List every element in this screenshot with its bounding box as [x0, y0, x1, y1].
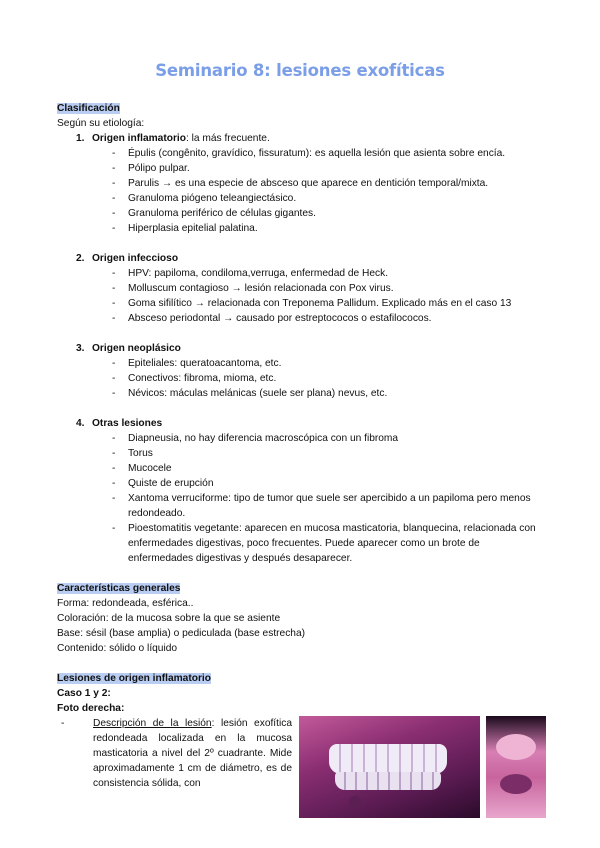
list-item: - Xantoma verruciforme: tipo de tumor que suele ser apercibido a un papiloma pero menos redondeado. [112, 493, 531, 519]
group-1 [76, 131, 547, 146]
group-number: 1. [76, 133, 85, 144]
group-number: 2. [76, 253, 85, 264]
list-item: - Descripción de la lesión: lesión exofítica redondeada localizada en la mucosa masticatoria a nivel del 2º cuadrante. Mide aproximadamente 1 cm de diámetro, es de consistencia sólida, con [61, 718, 292, 789]
group-2 [76, 251, 547, 266]
section-heading-caracteristicas: Características generales [57, 583, 181, 594]
list-item: - Hiperplasia epitelial palatina. [112, 223, 258, 234]
group-number: 4. [76, 418, 85, 429]
group-desc: : la más frecuente. [185, 133, 270, 144]
section-heading-lesiones: Lesiones de origen inflamatorio [57, 673, 211, 684]
group-name: Origen inflamatorio [92, 133, 186, 144]
document-content [57, 101, 547, 791]
list-item: - Diapneusia, no hay diferencia macroscópica con un fibroma [112, 433, 399, 444]
list-item: - Granuloma piógeno teleangiectásico. [112, 193, 297, 204]
caracteristica-line: Forma: redondeada, esférica.. [57, 598, 194, 609]
list-item: - Torus [112, 448, 153, 459]
list-item: - Epiteliales: queratoacantoma, etc. [112, 358, 282, 369]
clinical-photo-mouth [299, 716, 480, 818]
clinical-photo-face [486, 716, 546, 818]
list-item: - Molluscum contagioso → lesión relacionada con Pox virus. [112, 283, 394, 294]
list-item: - Pólipo pulpar. [112, 163, 190, 174]
list-item: - Épulis (congênito, gravídico, fissuratum): es aquella lesión que asienta sobre encía. [112, 148, 506, 159]
list-item: - Conectivos: fibroma, mioma, etc. [112, 373, 277, 384]
list-item: - Parulis → es una especie de absceso que aparece en dentición temporal/mixta. [112, 178, 489, 189]
group-name: Otras lesiones [92, 418, 163, 429]
list-item: - Granuloma periférico de células gigantes. [112, 208, 316, 219]
page-title: Seminario 8: lesiones exofíticas [155, 61, 445, 80]
caracteristica-line: Coloración: de la mucosa sobre la que se asiente [57, 613, 281, 624]
list-item: - HPV: papiloma, condiloma,verruga, enfermedad de Heck. [112, 268, 389, 279]
list-item: - Mucocele [112, 463, 172, 474]
caracteristica-line: Base: sésil (base amplia) o pediculada (base estrecha) [57, 628, 306, 639]
group-name: Origen infeccioso [92, 253, 179, 264]
list-item: - Quiste de erupción [112, 478, 214, 489]
group-4 [76, 416, 547, 431]
list-item: - Goma sifilítico → relacionada con Treponema Pallidum. Explicado más en el caso 13 [112, 298, 512, 309]
section-heading-clasificacion: Clasificación [57, 103, 120, 114]
group-3 [76, 341, 547, 356]
group-name: Origen neoplásico [92, 343, 181, 354]
group-number: 3. [76, 343, 85, 354]
list-item: - Névicos: máculas melánicas (suele ser plana) nevus, etc. [112, 388, 388, 399]
caso-label: Caso 1 y 2: [57, 688, 111, 699]
clasificacion-intro: Según su etiología: [57, 118, 145, 129]
caracteristica-line: Contenido: sólido o líquido [57, 643, 178, 654]
foto-label: Foto derecha: [57, 703, 125, 714]
list-item: - Absceso periodontal → causado por estreptococos o estafilococos. [112, 313, 432, 324]
descripcion-label: Descripción de la lesión [93, 718, 212, 729]
descripcion-text: : lesión exofítica redondeada localizada en la mucosa masticatoria a nivel del 2º cuadrante. Mide aproximadamente 1 cm de diámetro, es de consistencia sólida, con [93, 718, 292, 789]
list-item: - Pioestomatitis vegetante: aparecen en mucosa masticatoria, blanquecina, relacionada con enfermedades digestivas, poco frecuentes. Puede aparecer como un brote de enfermedades digestivas y después desaparecer. [112, 523, 536, 564]
